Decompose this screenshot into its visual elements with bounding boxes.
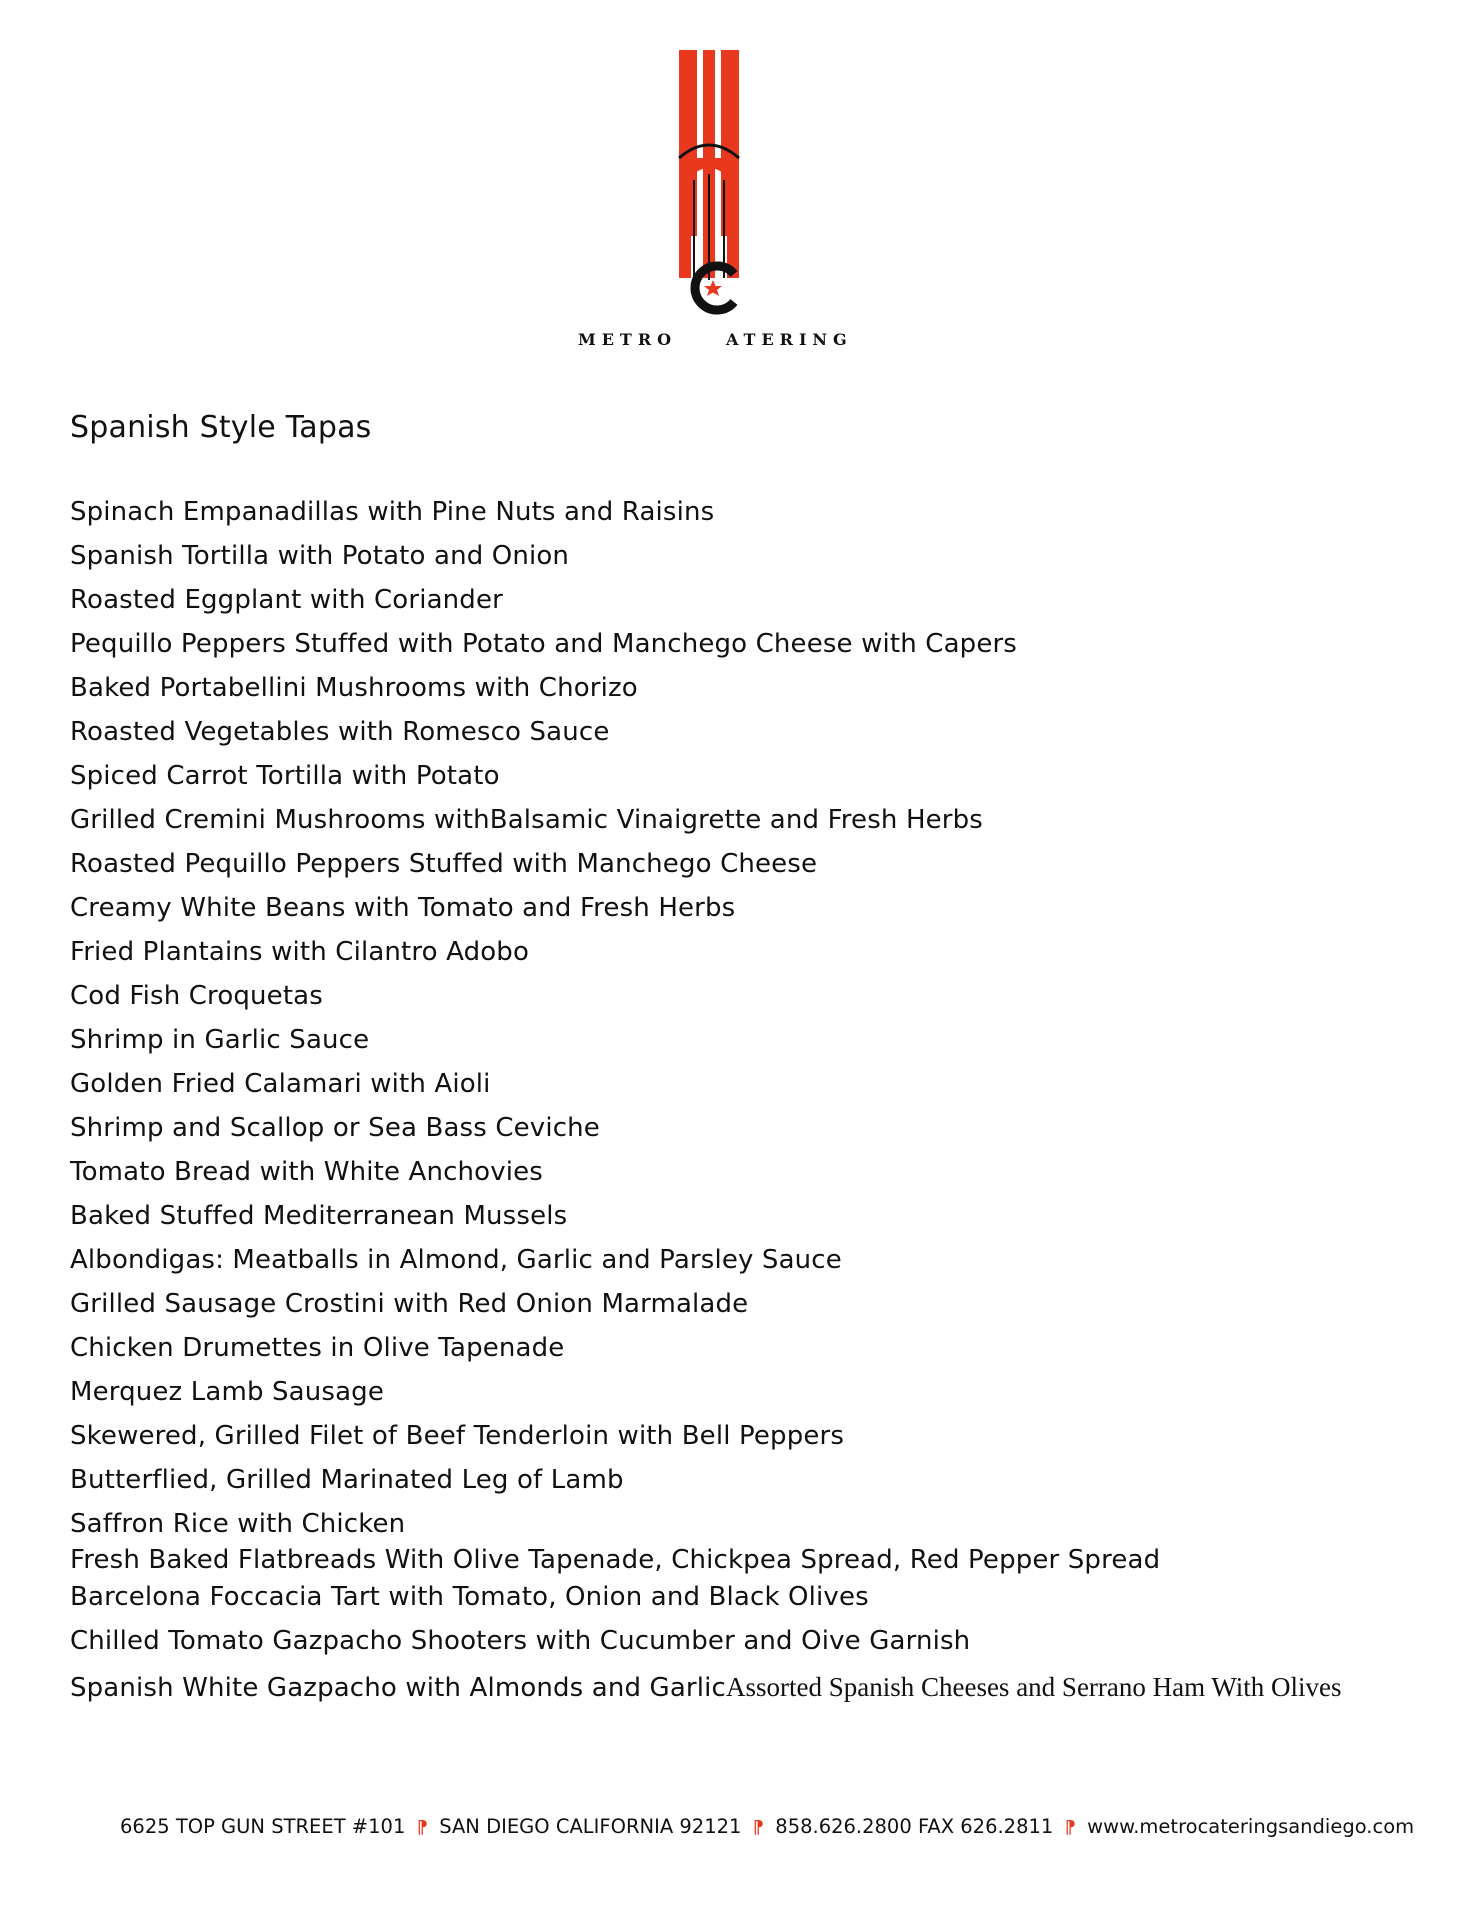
page-title: Spanish Style Tapas [70,410,372,445]
menu-item: Grilled Cremini Mushrooms withBalsamic Vinaigrette and Fresh Herbs [70,805,983,835]
menu-item-last [70,1663,1342,1711]
menu-item: Barcelona Foccacia Tart with Tomato, Onion and Black Olives [70,1582,869,1612]
menu-item: Creamy White Beans with Tomato and Fresh Herbs [70,893,736,923]
menu-item: Butterflied, Grilled Marinated Leg of Lamb [70,1465,624,1495]
menu-item: Shrimp in Garlic Sauce [70,1025,370,1055]
menu-item: Chilled Tomato Gazpacho Shooters with Cucumber and Oive Garnish [70,1626,971,1656]
footer-website[interactable]: www.metrocateringsandiego.com [1087,1815,1415,1838]
menu-item: Chicken Drumettes in Olive Tapenade [70,1333,565,1363]
footer-city: SAN DIEGO CALIFORNIA 92121 [439,1815,742,1838]
menu-item: Cod Fish Croquetas [70,981,323,1011]
separator-icon: ⁋ [416,1817,429,1838]
tapas-menu-list [70,490,1342,1711]
separator-icon: ⁋ [752,1817,765,1838]
menu-item: Skewered, Grilled Filet of Beef Tenderloin with Bell Peppers [70,1421,845,1451]
menu-item: Albondigas: Meatballs in Almond, Garlic and Parsley Sauce [70,1245,842,1275]
menu-item: Spinach Empanadillas with Pine Nuts and Raisins [70,497,715,527]
menu-item: Shrimp and Scallop or Sea Bass Ceviche [70,1113,600,1143]
separator-icon: ⁋ [1064,1817,1076,1838]
logo-word-left: METRO [578,330,678,349]
menu-item-last-part2: Assorted Spanish Cheeses and Serrano Ham With Olives [725,1672,1342,1702]
menu-item: Golden Fried Calamari with Aioli [70,1069,491,1099]
menu-item: Saffron Rice with Chicken [70,1509,406,1539]
menu-item-last-part1: Spanish White Gazpacho with Almonds and Garlic [70,1673,726,1703]
menu-item: Tomato Bread with White Anchovies [70,1157,543,1187]
menu-item: Fried Plantains with Cilantro Adobo [70,937,530,967]
footer-phone: 858.626.2800 FAX 626.2811 [775,1815,1054,1838]
menu-item: Baked Portabellini Mushrooms with Chorizo [70,673,638,703]
menu-item: Roasted Vegetables with Romesco Sauce [70,717,610,747]
menu-item: Baked Stuffed Mediterranean Mussels [70,1201,568,1231]
metro-catering-logo [576,48,876,349]
menu-item: Roasted Eggplant with Coriander [70,585,503,615]
menu-item: Spanish Tortilla with Potato and Onion [70,541,570,571]
fork-icon [576,48,876,318]
menu-item: Grilled Sausage Crostini with Red Onion Marmalade [70,1289,749,1319]
logo-word-right: ATERING [726,330,853,349]
menu-item: Pequillo Peppers Stuffed with Potato and Manchego Cheese with Capers [70,629,1017,659]
menu-item: Fresh Baked Flatbreads With Olive Tapenade, Chickpea Spread, Red Pepper Spread [70,1545,1161,1575]
menu-item: Merquez Lamb Sausage [70,1377,384,1407]
menu-item: Roasted Pequillo Peppers Stuffed with Manchego Cheese [70,849,818,879]
footer-contact [120,1815,1414,1838]
menu-item: Spiced Carrot Tortilla with Potato [70,761,500,791]
footer-address: 6625 TOP GUN STREET #101 [120,1815,406,1838]
